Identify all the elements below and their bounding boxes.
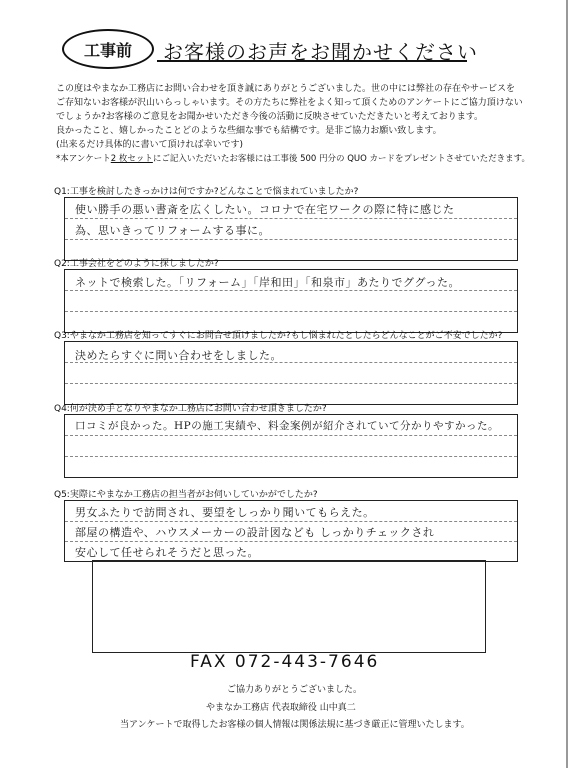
intro-line: (出来るだけ具体的に書いて頂ければ幸いです): [56, 140, 244, 150]
scan-edge-line: [566, 0, 568, 768]
intro-line: 良かったこと、嬉しかったことどのような些細な事でも結構です。是非ご協力お願い致します。: [56, 126, 442, 136]
intro-text: [56, 82, 530, 166]
handwritten-answer: ネットで検索した。「リフォーム」「岸和田」「和泉市」あたりでググった。: [75, 276, 461, 289]
question-3: Q3:やまなか工務店を知ってすぐにお問合せ頂けましたか?もし悩まれたとしたらどんなことがご不安でしたか?: [54, 331, 503, 341]
badge-label: 工事前: [83, 40, 132, 60]
answer-box-2: [64, 269, 518, 333]
fax-number: FAX 072-443-7646: [190, 652, 380, 672]
question-2: Q2:工事会社をどのように探しましたか?: [54, 259, 219, 269]
page-title: お客様のお声をお聞かせください: [163, 40, 478, 64]
title-underline: [157, 60, 467, 62]
notice-prefix: *本アンケート: [56, 154, 111, 164]
before-construction-badge: [62, 29, 154, 69]
blank-frame: [92, 560, 486, 653]
handwritten-answer: 口コミが良かった。HPの施工実績や、料金案例が紹介されていて分かりやすかった。: [75, 420, 500, 432]
handwritten-answer: 決めたらすぐに問い合わせをしました。: [75, 349, 282, 362]
notice-set-count: 2 枚セット: [110, 154, 153, 164]
thanks-text: ご協力ありがとうございました。: [227, 685, 363, 695]
privacy-notice: 当アンケートで取得したお客様の個人情報は関係法規に基づき厳正に管理いたします。: [120, 720, 470, 730]
handwritten-answer: 使い勝手の悪い書斎を広くしたい。コロナで在宅ワークの際に特に感じた: [75, 203, 455, 216]
answer-box-4: [64, 414, 518, 478]
handwritten-answer: 部屋の構造や、ハウスメーカーの設計図なども しっかりチェックされ: [75, 526, 435, 539]
handwritten-answer: 安心して任せられそうだと思った。: [75, 546, 259, 559]
notice-suffix: にご記入いただいたお客様には工事後 500 円分の QUO カードをプレゼントさせていただきます。: [152, 154, 530, 164]
intro-line: でしょうか?お客様のご意見をお聞かせいただき今後の活動に反映させていただきたいと考えております。: [56, 112, 484, 122]
intro-line: この度はやまなか工務店にお問い合わせを頂き誠にありがとうございました。世の中には弊社の存在やサービスを: [56, 84, 516, 94]
question-4: Q4:何が決め手となりやまなか工務店にお問い合わせ頂きましたか?: [54, 404, 327, 414]
answer-box-1: [64, 197, 518, 261]
answer-box-5: [64, 500, 518, 562]
quo-card-notice: [56, 152, 530, 166]
handwritten-answer: 為、思いきってリフォームする事に。: [75, 224, 270, 237]
company-signature: やまなか工務店 代表取締役 山中真二: [206, 703, 356, 713]
handwritten-answer: 男女ふたりで訪問され、要望をしっかり聞いてもらえた。: [75, 506, 375, 519]
answer-box-3: [64, 341, 518, 405]
question-5: Q5:実際にやまなか工務店の担当者がお伺いしていかがでしたか?: [54, 490, 318, 500]
question-1: Q1:工事を検討したきっかけは何ですか?どんなことで悩まれていましたか?: [54, 187, 359, 197]
intro-line: ご存知ないお客様が沢山いらっしゃいます。その方たちに弊社をよく知って頂くためのアンケートにご協力頂けない: [56, 98, 523, 108]
